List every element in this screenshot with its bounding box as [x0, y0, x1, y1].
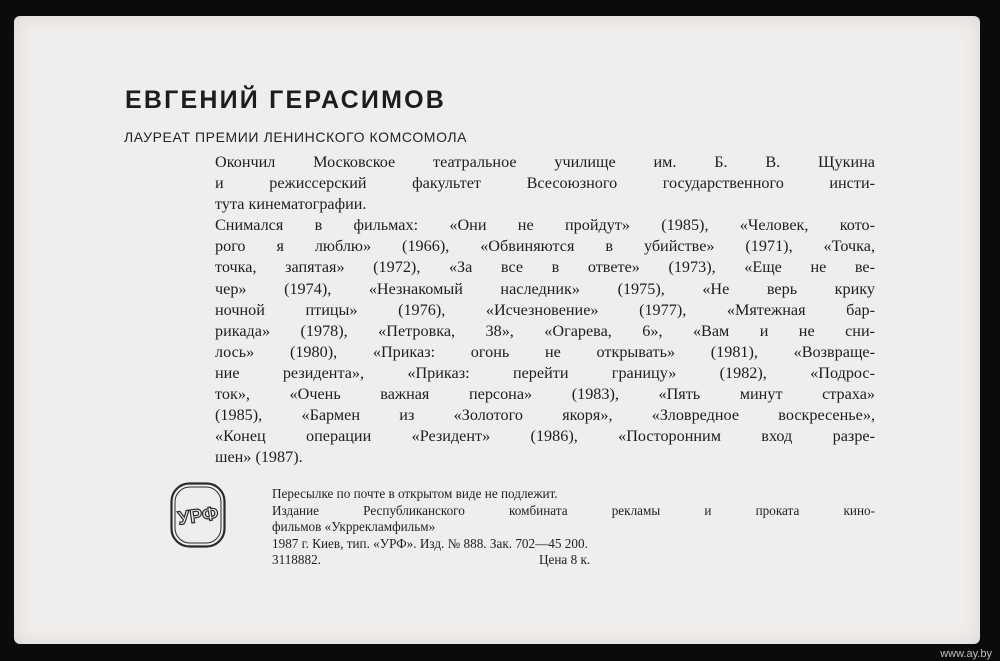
actor-name: ЕВГЕНИЙ ГЕРАСИМОВ — [125, 86, 447, 114]
bio-line: рикада» (1978), «Петровка, 38», «Огарева, 6», «Вам и не сни- — [215, 321, 875, 340]
bio-line: ночной птицы» (1976), «Исчезновение» (1977), «Мятежная бар- — [215, 300, 875, 319]
urf-logo-icon — [170, 482, 226, 548]
bio-line: «Конец операции «Резидент» (1986), «Посторонним вход разре- — [215, 427, 875, 446]
logo-text: УРФ — [176, 503, 220, 530]
biography-text — [215, 152, 875, 468]
bio-line: лось» (1980), «Приказ: огонь не открывать» (1981), «Возвраще- — [215, 342, 875, 361]
bio-line: ние резидента», «Приказ: перейти границу» (1982), «Подрос- — [215, 363, 875, 382]
laureate-title: ЛАУРЕАТ ПРЕМИИ ЛЕНИНСКОГО КОМСОМОЛА — [124, 129, 468, 145]
site-watermark: www.ay.by — [940, 648, 992, 660]
bio-line: точка, запятая» (1972), «За все в ответе» (1973), «Еще не ве- — [215, 258, 875, 277]
print-details: 1987 г. Киев, тип. «УРФ». Изд. № 888. Зак. 702—45 200. — [272, 535, 588, 551]
bio-line: Окончил Московское театральное училище им. Б. В. Щукина — [215, 153, 875, 171]
postcard-back — [14, 16, 980, 644]
bio-line: шен» (1987). — [215, 448, 303, 467]
code-price-row — [272, 552, 875, 569]
bio-line: ток», «Очень важная персона» (1983), «Пять минут страха» — [215, 385, 875, 404]
publisher-imprint — [272, 486, 875, 569]
catalog-code: 3118882. — [272, 552, 321, 568]
price: Цена 8 к. — [539, 552, 591, 568]
bio-line: и режиссерский факультет Всесоюзного государственного инсти- — [215, 174, 875, 193]
publisher-line-cont: фильмов «Укррекламфильм» — [272, 519, 436, 535]
bio-line: (1985), «Бармен из «Золотого якоря», «Зловредное воскресенье», — [215, 406, 875, 425]
bio-line: рого я люблю» (1966), «Обвиняются в убийстве» (1971), «Точка, — [215, 237, 875, 256]
bio-line: чер» (1974), «Незнакомый наследник» (1975), «Не верь крику — [215, 279, 875, 298]
mailing-notice: Пересылке по почте в открытом виде не подлежит. — [272, 486, 558, 501]
bio-line: тута кинематографии. — [215, 195, 367, 214]
bio-line: Снимался в фильмах: «Они не пройдут» (1985), «Человек, кото- — [215, 216, 875, 235]
publisher-line: Издание Республиканского комбината рекламы и проката кино- — [272, 502, 875, 518]
